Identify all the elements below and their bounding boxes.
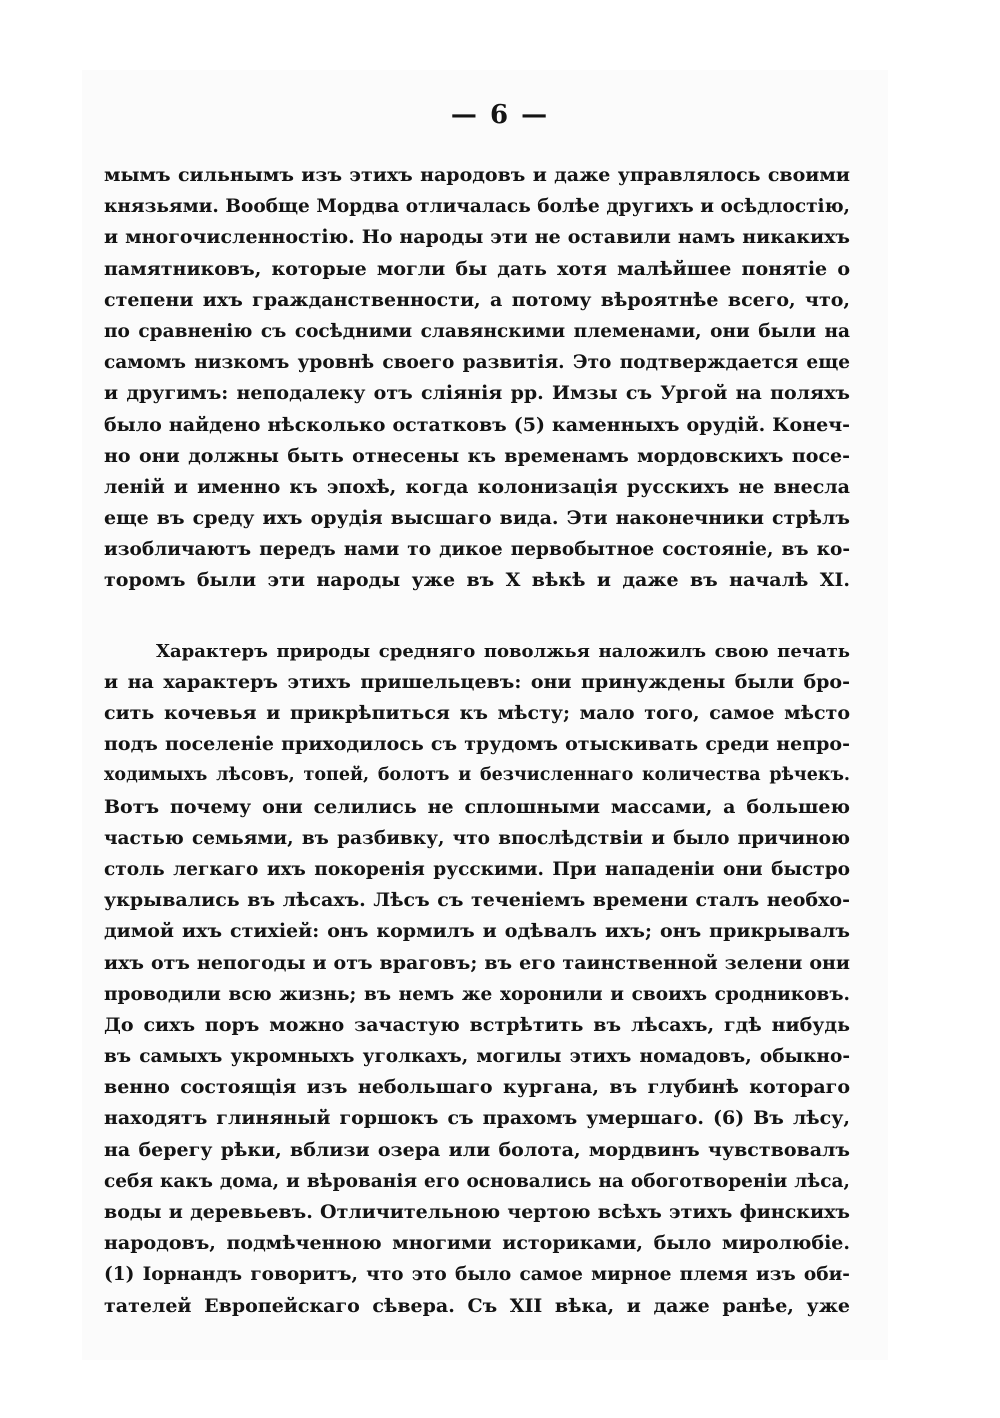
text-line: венно состоящія изъ небольшаго кургана, въ глубинѣ котораго (104, 1076, 850, 1099)
text-line: мымъ сильнымъ изъ этихъ народовъ и даже управлялось своими (104, 164, 850, 186)
text-line: проводили всю жизнь; въ немъ же хоронили и своихъ сродниковъ. (104, 983, 850, 1005)
text-line: сить кочевья и прикрѣпиться къ мѣсту; мало того, самое мѣсто (104, 702, 850, 724)
text-line: въ самыхъ укромныхъ уголкахъ, могилы этихъ номадовъ, обыкно- (104, 1046, 850, 1068)
text-line: столь легкаго ихъ покоренія русскими. При нападеніи они быстро (104, 858, 850, 880)
text-line: Вотъ почему они селились не сплошными массами, а большею (104, 795, 850, 818)
page-number: — 6 — (450, 100, 550, 130)
paragraph-1 (104, 160, 850, 597)
text-line: укрывались въ лѣсахъ. Лѣсъ съ теченіемъ времени сталъ необхо- (104, 889, 850, 912)
text-line: воды и деревьевъ. Отличительною чертою всѣхъ этихъ финскихъ (104, 1201, 850, 1223)
text-line: леній и именно къ эпохѣ, когда колонизація русскихъ не внесла (104, 475, 850, 498)
body-text (104, 160, 850, 1322)
text-line: было найдено нѣсколько остатковъ (5) каменныхъ орудій. Конеч- (104, 413, 850, 436)
text-line: еще въ среду ихъ орудія высшаго вида. Эти наконечники стрѣлъ (104, 507, 850, 530)
text-line: димой ихъ стихіей: онъ кормилъ и одѣвалъ ихъ; онъ прикрывалъ (104, 920, 850, 943)
text-line: степени ихъ гражданственности, а потому вѣроятнѣе всего, что, (104, 288, 850, 311)
paragraph-2 (104, 636, 850, 1322)
text-line: частью семьями, въ разбивку, что впослѣдствіи и было причиною (104, 827, 850, 849)
text-line: ихъ отъ непогоды и отъ враговъ; въ его таинственной зелени они (104, 951, 850, 974)
text-line: торомъ были эти народы уже въ X вѣкѣ и даже въ началѣ XI. (104, 569, 850, 592)
text-line: тателей Европейскаго сѣвера. Съ XII вѣка, и даже ранѣе, уже (104, 1294, 850, 1317)
text-line: князьями. Вообще Мордва отличалась болѣе другихъ и осѣдлостію, (104, 196, 850, 218)
text-line: и другимъ: неподалеку отъ сліянія рр. Имзы съ Ургой на поляхъ (104, 382, 850, 405)
text-line: находятъ глиняный горшокъ съ прахомъ умершаго. (6) Въ лѣсу, (104, 1107, 850, 1130)
text-line: подъ поселеніе приходилось съ трудомъ отыскивать среди непро- (104, 733, 850, 756)
text-line: Характеръ природы средняго поволжья наложилъ свою печать (156, 640, 850, 662)
text-line: народовъ, подмѣченною многими историками, было миролюбіе. (104, 1232, 850, 1255)
text-line: себя какъ дома, и вѣрованія его основались на обоготвореніи лѣса, (104, 1170, 850, 1192)
text-line: на берегу рѣки, вблизи озера или болота, мордвинъ чувствовалъ (104, 1138, 850, 1161)
text-line: (1) Іорнандъ говоритъ, что это было самое мирное племя изъ оби- (104, 1264, 850, 1286)
text-line: ходимыхъ лѣсовъ, топей, болотъ и безчисленнаго количества рѣчекъ. (104, 765, 850, 786)
text-line: и многочисленностію. Но народы эти не оставили намъ никакихъ (104, 226, 850, 249)
text-line: по сравненію съ сосѣдними славянскими племенами, они были на (104, 320, 850, 342)
text-line: До сихъ поръ можно зачастую встрѣтить въ лѣсахъ, гдѣ нибудь (104, 1013, 850, 1036)
text-line: памятниковъ, которые могли бы дать хотя малѣйшее понятіе о (104, 257, 850, 280)
text-line: и на характеръ этихъ пришельцевъ: они принуждены были бро- (104, 670, 850, 693)
text-line: самомъ низкомъ уровнѣ своего развитія. Это подтверждается еще (104, 352, 850, 374)
text-line: но они должны быть отнесены къ временамъ мордовскихъ посе- (104, 444, 850, 467)
paragraph-spacer (104, 597, 850, 636)
text-line: изобличаютъ передъ нами то дикое первобытное состояніе, въ ко- (104, 539, 850, 561)
